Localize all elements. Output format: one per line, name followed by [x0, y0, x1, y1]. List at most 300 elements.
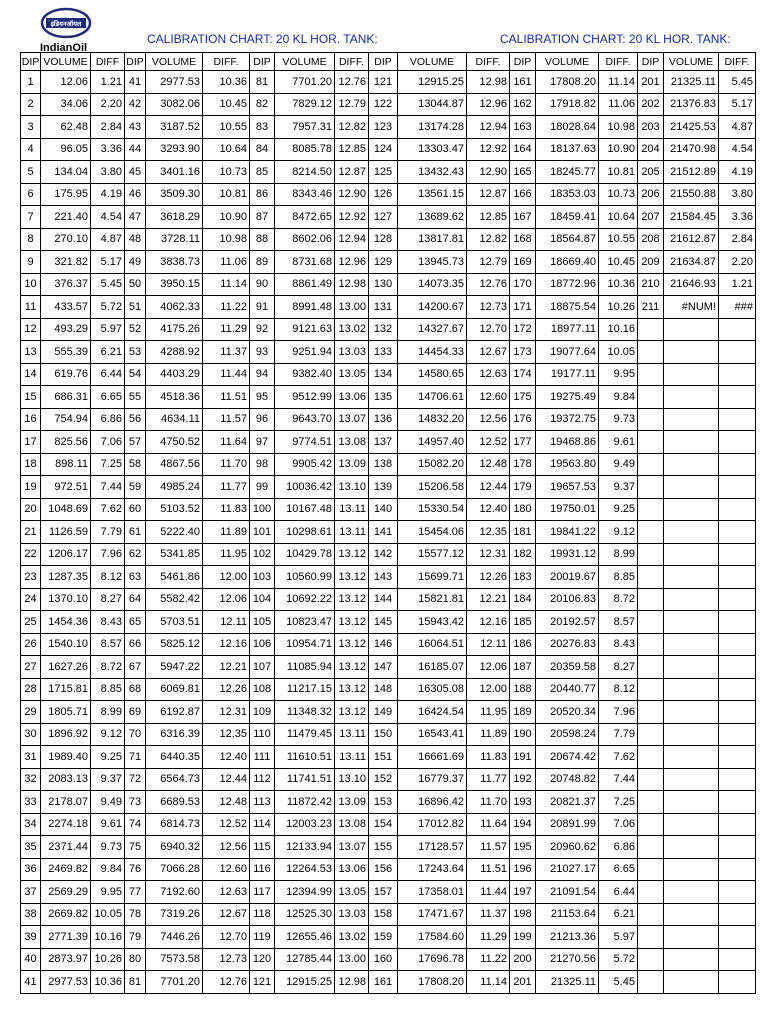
table-cell: 13.10 [335, 768, 369, 791]
column-header: DIP [21, 53, 41, 71]
table-cell: 124 [369, 138, 398, 161]
table-cell: 6440.35 [146, 746, 203, 769]
table-cell: 12.96 [335, 251, 369, 274]
table-cell: 12.92 [335, 206, 369, 229]
table-row [21, 588, 756, 611]
table-cell [719, 656, 756, 679]
table-cell [664, 678, 719, 701]
table-cell: 206 [638, 183, 664, 206]
table-cell: 165 [510, 161, 536, 184]
table-cell: 18459.41 [536, 206, 599, 229]
table-cell: 2669.82 [41, 903, 91, 926]
table-row [21, 138, 756, 161]
table-cell: 7319.26 [146, 903, 203, 926]
table-cell: 13.02 [335, 318, 369, 341]
table-cell [664, 903, 719, 926]
table-cell: 19372.75 [536, 408, 599, 431]
table-cell: 10.98 [203, 228, 250, 251]
table-cell: 10.05 [599, 341, 638, 364]
table-cell: 156 [369, 858, 398, 881]
table-cell: 23 [21, 566, 41, 589]
table-cell: 17012.82 [398, 813, 467, 836]
table-cell: 11.70 [203, 453, 250, 476]
table-cell: 16543.41 [398, 723, 467, 746]
table-cell: 207 [638, 206, 664, 229]
table-cell [638, 611, 664, 634]
table-cell: 28 [21, 678, 41, 701]
table-cell: 1540.10 [41, 633, 91, 656]
table-cell: 21634.87 [664, 251, 719, 274]
table-cell: 10.45 [203, 93, 250, 116]
table-cell: 12.85 [467, 206, 510, 229]
table-cell: 11 [21, 296, 41, 319]
table-cell: 9.95 [599, 363, 638, 386]
table-cell: 10.64 [203, 138, 250, 161]
table-cell: 13945.73 [398, 251, 467, 274]
table-cell: 12.92 [467, 138, 510, 161]
table-cell: 87 [250, 206, 275, 229]
table-cell: 210 [638, 273, 664, 296]
table-cell: 12.40 [467, 498, 510, 521]
table-cell: 10.16 [599, 318, 638, 341]
table-cell: 109 [250, 701, 275, 724]
table-cell [719, 926, 756, 949]
table-cell: 18245.77 [536, 161, 599, 184]
table-cell: 10429.78 [275, 543, 335, 566]
table-cell: 9.12 [599, 521, 638, 544]
table-cell: 9 [21, 251, 41, 274]
table-cell: 11479.45 [275, 723, 335, 746]
table-cell: 166 [510, 183, 536, 206]
table-cell: 1 [21, 71, 41, 94]
table-cell: 11.77 [203, 476, 250, 499]
table-row [21, 723, 756, 746]
table-cell: 19275.49 [536, 386, 599, 409]
table-cell: 10.36 [599, 273, 638, 296]
table-cell: 12264.53 [275, 858, 335, 881]
table-cell: 10.81 [203, 183, 250, 206]
table-cell [664, 611, 719, 634]
table-row [21, 791, 756, 814]
table-cell [719, 746, 756, 769]
table-cell: 103 [250, 566, 275, 589]
column-header: DIP [125, 53, 146, 71]
table-cell: 66 [125, 633, 146, 656]
table-row [21, 363, 756, 386]
table-cell: 7066.28 [146, 858, 203, 881]
table-cell: 972.51 [41, 476, 91, 499]
table-cell: 34.06 [41, 93, 91, 116]
table-cell: 9905.42 [275, 453, 335, 476]
table-cell: 4403.29 [146, 363, 203, 386]
table-cell: 12003.23 [275, 813, 335, 836]
table-cell: 134.04 [41, 161, 91, 184]
table-cell: 24 [21, 588, 41, 611]
table-cell: 90 [250, 273, 275, 296]
table-cell: 19563.80 [536, 453, 599, 476]
table-cell [638, 971, 664, 994]
table-cell: 10.26 [599, 296, 638, 319]
table-cell: 1287.35 [41, 566, 91, 589]
table-cell: 153 [369, 791, 398, 814]
table-cell: 34 [21, 813, 41, 836]
table-cell: 164 [510, 138, 536, 161]
table-cell: 9.25 [599, 498, 638, 521]
table-cell: 686.31 [41, 386, 91, 409]
table-cell: 11.06 [203, 251, 250, 274]
table-cell: 19177.11 [536, 363, 599, 386]
table-cell: 10.90 [203, 206, 250, 229]
table-cell: 144 [369, 588, 398, 611]
table-cell [664, 386, 719, 409]
table-cell: 21091.54 [536, 881, 599, 904]
table-cell: 7957.31 [275, 116, 335, 139]
table-cell: 12.76 [467, 273, 510, 296]
table-cell: 25 [21, 611, 41, 634]
table-cell: 12.00 [467, 678, 510, 701]
table-cell: 16896.42 [398, 791, 467, 814]
table-cell [638, 836, 664, 859]
table-cell: 7.44 [599, 768, 638, 791]
table-cell: 20192.57 [536, 611, 599, 634]
table-cell: 189 [510, 701, 536, 724]
table-cell: 555.39 [41, 341, 91, 364]
table-cell: 128 [369, 228, 398, 251]
table-cell: 12.76 [203, 971, 250, 994]
table-cell: 1.21 [719, 273, 756, 296]
table-cell: 176 [510, 408, 536, 431]
table-cell: 120 [250, 948, 275, 971]
table-cell: 142 [369, 543, 398, 566]
table-cell: 12.40 [203, 746, 250, 769]
table-cell [638, 858, 664, 881]
table-cell: 18137.63 [536, 138, 599, 161]
table-cell: 15943.42 [398, 611, 467, 634]
table-cell: 12.21 [467, 588, 510, 611]
table-row [21, 746, 756, 769]
table-cell: 33 [21, 791, 41, 814]
table-cell: 12.00 [203, 566, 250, 589]
table-cell: 186 [510, 633, 536, 656]
table-cell: 4.87 [91, 228, 125, 251]
table-cell [638, 768, 664, 791]
table-cell: 27 [21, 656, 41, 679]
table-cell: 7.79 [91, 521, 125, 544]
table-cell: 825.56 [41, 431, 91, 454]
table-cell: 8731.68 [275, 251, 335, 274]
table-cell: 179 [510, 476, 536, 499]
table-cell: 53 [125, 341, 146, 364]
table-cell [638, 633, 664, 656]
table-cell: 11.14 [203, 273, 250, 296]
table-cell: 8602.06 [275, 228, 335, 251]
table-cell: 11.77 [467, 768, 510, 791]
table-cell [719, 611, 756, 634]
table-cell: 13.08 [335, 431, 369, 454]
table-cell: 11.51 [203, 386, 250, 409]
table-cell: 73 [125, 791, 146, 814]
table-row [21, 903, 756, 926]
table-cell: 136 [369, 408, 398, 431]
table-cell: 754.94 [41, 408, 91, 431]
table-cell: 20674.42 [536, 746, 599, 769]
table-cell [638, 948, 664, 971]
table-cell: 12.79 [335, 93, 369, 116]
table-cell: 51 [125, 296, 146, 319]
table-cell: 134 [369, 363, 398, 386]
table-cell: 36 [21, 858, 41, 881]
table-cell [719, 543, 756, 566]
table-cell: 40 [21, 948, 41, 971]
table-cell: 11.64 [467, 813, 510, 836]
table-cell: 2.84 [91, 116, 125, 139]
table-cell: 11.57 [203, 408, 250, 431]
table-cell: 13.12 [335, 588, 369, 611]
table-cell: 13.08 [335, 813, 369, 836]
table-cell: 57 [125, 431, 146, 454]
table-row [21, 228, 756, 251]
table-cell: 19077.64 [536, 341, 599, 364]
table-cell: 95 [250, 386, 275, 409]
table-cell: 159 [369, 926, 398, 949]
table-cell: 3.36 [719, 206, 756, 229]
table-cell: 191 [510, 746, 536, 769]
table-cell: 181 [510, 521, 536, 544]
table-cell [719, 633, 756, 656]
table-cell: 26 [21, 633, 41, 656]
table-cell: 8343.46 [275, 183, 335, 206]
table-cell: 9.49 [91, 791, 125, 814]
table-cell: 4750.52 [146, 431, 203, 454]
table-cell: 118 [250, 903, 275, 926]
table-row [21, 251, 756, 274]
table-cell: 20598.24 [536, 723, 599, 746]
table-cell: 35 [21, 836, 41, 859]
table-cell: 21027.17 [536, 858, 599, 881]
table-cell: 1126.59 [41, 521, 91, 544]
table-cell: 21425.53 [664, 116, 719, 139]
table-row [21, 206, 756, 229]
table-cell: 18 [21, 453, 41, 476]
table-cell: 21270.56 [536, 948, 599, 971]
table-cell: 5341.85 [146, 543, 203, 566]
table-cell: 48 [125, 228, 146, 251]
table-row [21, 498, 756, 521]
table-cell: 11.83 [467, 746, 510, 769]
table-cell: 17358.01 [398, 881, 467, 904]
table-cell: 17696.78 [398, 948, 467, 971]
table-cell: 13 [21, 341, 41, 364]
table-cell: 31 [21, 746, 41, 769]
table-cell: 102 [250, 543, 275, 566]
table-cell: 6192.87 [146, 701, 203, 724]
table-cell: 21325.11 [536, 971, 599, 994]
table-cell: 39 [21, 926, 41, 949]
table-cell [719, 723, 756, 746]
table-cell: 2083.13 [41, 768, 91, 791]
table-cell: 7.62 [599, 746, 638, 769]
table-cell [664, 768, 719, 791]
table-cell: 19931.12 [536, 543, 599, 566]
table-cell: 12.06 [203, 588, 250, 611]
table-cell: 91 [250, 296, 275, 319]
table-cell: 619.76 [41, 363, 91, 386]
table-cell: 211 [638, 296, 664, 319]
table-cell: 10.73 [599, 183, 638, 206]
table-cell: 41 [125, 71, 146, 94]
table-cell: 197 [510, 881, 536, 904]
table-cell: 8.57 [91, 633, 125, 656]
table-cell: 2569.29 [41, 881, 91, 904]
table-cell: 8.85 [91, 678, 125, 701]
table-cell: 30 [21, 723, 41, 746]
table-cell: 13689.62 [398, 206, 467, 229]
table-cell [664, 363, 719, 386]
table-row [21, 813, 756, 836]
table-cell: 14327.67 [398, 318, 467, 341]
table-cell: 15699.71 [398, 566, 467, 589]
table-cell [719, 498, 756, 521]
table-cell: 122 [369, 93, 398, 116]
table-cell: 158 [369, 903, 398, 926]
table-cell: 9643.70 [275, 408, 335, 431]
table-cell: 14 [21, 363, 41, 386]
table-cell: 10.05 [91, 903, 125, 926]
table-cell: 3082.06 [146, 93, 203, 116]
table-cell: 20 [21, 498, 41, 521]
column-header: DIP [638, 53, 664, 71]
table-cell: 21153.64 [536, 903, 599, 926]
table-cell: 17471.67 [398, 903, 467, 926]
table-cell: 4985.24 [146, 476, 203, 499]
table-cell: 196 [510, 858, 536, 881]
table-cell: 7.25 [91, 453, 125, 476]
table-cell: 12.56 [203, 836, 250, 859]
table-cell: 133 [369, 341, 398, 364]
table-cell: 89 [250, 251, 275, 274]
table-cell [719, 836, 756, 859]
table-cell: 42 [125, 93, 146, 116]
table-cell: 1206.17 [41, 543, 91, 566]
table-cell: 6564.73 [146, 768, 203, 791]
table-cell: 6.86 [599, 836, 638, 859]
table-cell: 10.45 [599, 251, 638, 274]
table-cell: 9.84 [91, 858, 125, 881]
table-cell: 13.11 [335, 521, 369, 544]
table-cell: 20520.34 [536, 701, 599, 724]
table-cell [638, 881, 664, 904]
table-row [21, 948, 756, 971]
column-header: DIP [250, 53, 275, 71]
table-cell: 6316.39 [146, 723, 203, 746]
table-cell: 130 [369, 273, 398, 296]
table-cell: 12.44 [467, 476, 510, 499]
table-cell: 8.27 [599, 656, 638, 679]
table-cell: 9.73 [599, 408, 638, 431]
table-cell: 17808.20 [398, 971, 467, 994]
table-cell: 121 [250, 971, 275, 994]
table-cell: 11.89 [467, 723, 510, 746]
table-cell: 15577.12 [398, 543, 467, 566]
table-cell: 16661.69 [398, 746, 467, 769]
table-cell: 3728.11 [146, 228, 203, 251]
table-cell: 96.05 [41, 138, 91, 161]
table-cell: 8.72 [599, 588, 638, 611]
table-cell: 18772.96 [536, 273, 599, 296]
table-cell [638, 791, 664, 814]
table-row [21, 858, 756, 881]
table-cell: 10.55 [203, 116, 250, 139]
table-cell: 175 [510, 386, 536, 409]
table-cell: 170 [510, 273, 536, 296]
table-cell: 21550.88 [664, 183, 719, 206]
table-cell: 107 [250, 656, 275, 679]
table-cell: 12.60 [203, 858, 250, 881]
column-header: DIP [510, 53, 536, 71]
table-cell: 3838.73 [146, 251, 203, 274]
table-cell: 94 [250, 363, 275, 386]
table-cell: 174 [510, 363, 536, 386]
table-cell [719, 408, 756, 431]
table-row [21, 93, 756, 116]
table-cell: 13.02 [335, 926, 369, 949]
table-cell: 5.45 [91, 273, 125, 296]
table-cell: 8.57 [599, 611, 638, 634]
table-cell: 2469.82 [41, 858, 91, 881]
table-cell: 145 [369, 611, 398, 634]
table-cell: 13.05 [335, 881, 369, 904]
table-cell [719, 858, 756, 881]
table-cell: 75 [125, 836, 146, 859]
table-cell: 11.89 [203, 521, 250, 544]
table-cell: 12.98 [467, 71, 510, 94]
table-cell [638, 926, 664, 949]
table-cell [638, 813, 664, 836]
table-cell: 11217.15 [275, 678, 335, 701]
table-cell [664, 566, 719, 589]
table-cell: 187 [510, 656, 536, 679]
table-cell: 194 [510, 813, 536, 836]
table-cell: 9.37 [599, 476, 638, 499]
table-cell: 4.54 [719, 138, 756, 161]
table-cell: 76 [125, 858, 146, 881]
table-cell [664, 633, 719, 656]
table-cell: 19841.22 [536, 521, 599, 544]
table-cell: 195 [510, 836, 536, 859]
table-cell: 41 [21, 971, 41, 994]
table-cell: 19750.01 [536, 498, 599, 521]
table-cell: 1370.10 [41, 588, 91, 611]
table-cell: 12.76 [335, 71, 369, 94]
table-cell: 20276.83 [536, 633, 599, 656]
table-cell: 12915.25 [275, 971, 335, 994]
table-cell: 376.37 [41, 273, 91, 296]
table-cell: 12.44 [203, 768, 250, 791]
table-cell: 2178.07 [41, 791, 91, 814]
table-cell: 10823.47 [275, 611, 335, 634]
table-cell: 4288.92 [146, 341, 203, 364]
column-header: DIFF. [599, 53, 638, 71]
table-cell: 10.64 [599, 206, 638, 229]
table-cell: 14706.61 [398, 386, 467, 409]
table-cell [638, 521, 664, 544]
table-cell [664, 836, 719, 859]
table-cell [664, 543, 719, 566]
table-cell: 7573.58 [146, 948, 203, 971]
table-cell: 2.20 [91, 93, 125, 116]
table-cell: 1896.92 [41, 723, 91, 746]
table-cell: 433.57 [41, 296, 91, 319]
